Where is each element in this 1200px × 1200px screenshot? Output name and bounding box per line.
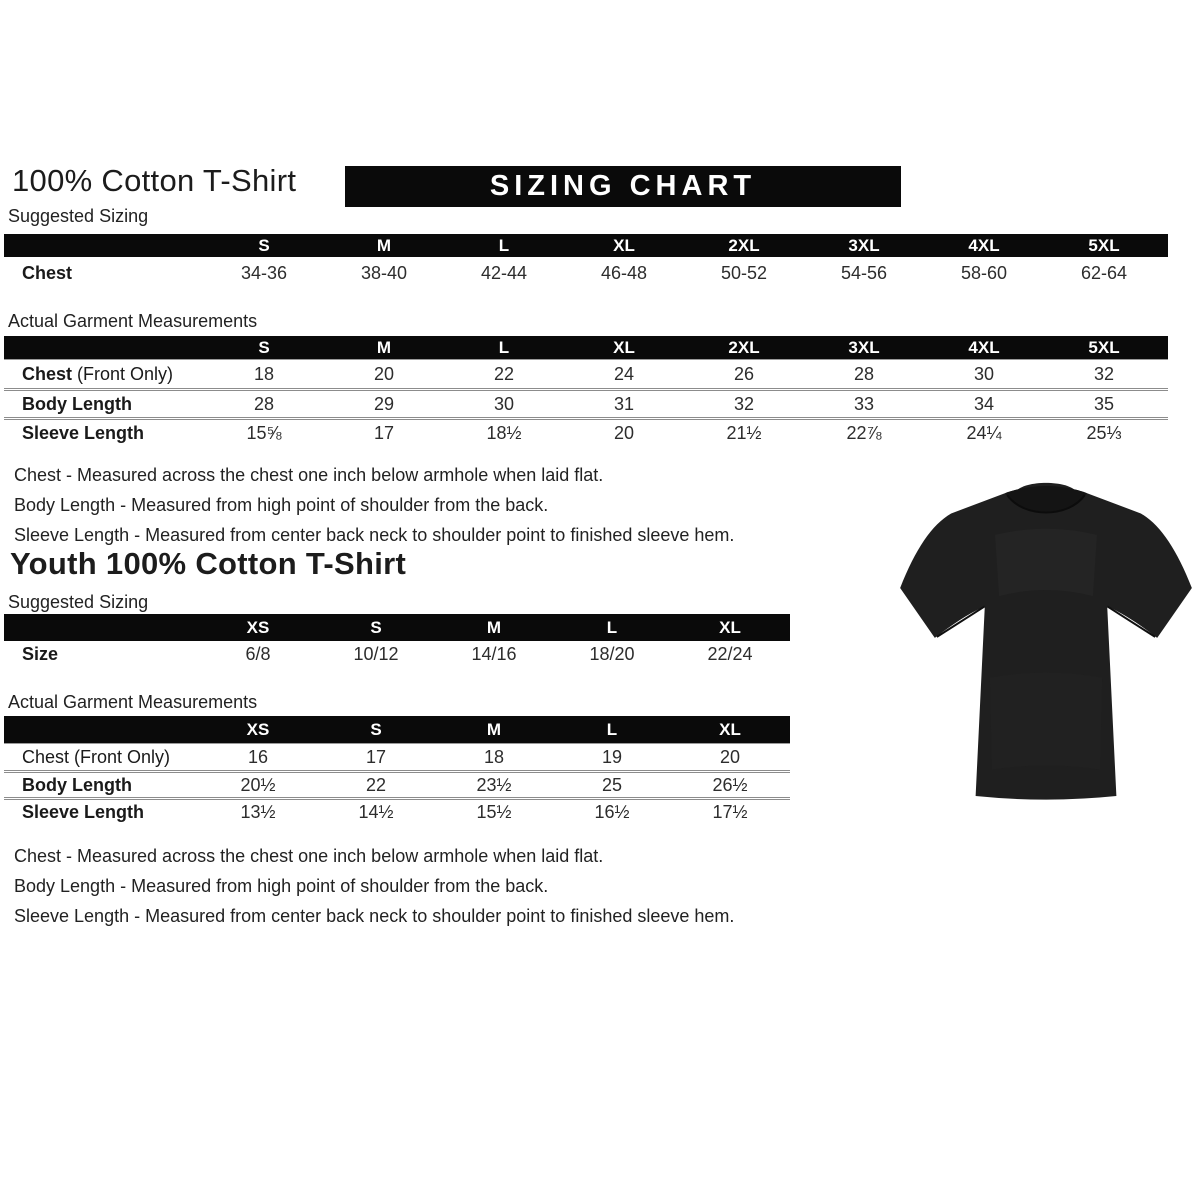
table-cell: 14/16	[471, 644, 517, 664]
column-header: 2XL	[728, 235, 760, 255]
column-header: 4XL	[968, 235, 1000, 255]
youth-measurement-notes	[14, 841, 734, 931]
table-cell: 29	[373, 393, 395, 414]
table-cell: 42-44	[480, 262, 528, 283]
note-line: Chest - Measured across the chest one inch below armhole when laid flat.	[14, 846, 604, 866]
sizing-chart-banner-label: SIZING CHART	[489, 170, 757, 202]
table-cell: 18½	[486, 422, 522, 443]
table-cell: 25⅓	[1086, 422, 1122, 443]
adult-suggested-sizing-label: Suggested Sizing	[8, 206, 149, 226]
column-header: L	[606, 719, 618, 739]
table-header-row	[4, 336, 1168, 359]
column-header: S	[258, 337, 270, 357]
table-cell: 50-52	[720, 262, 768, 283]
table-row	[4, 641, 790, 668]
table-cell: 26½	[712, 774, 748, 795]
row-label-text: Sleeve Length	[22, 801, 145, 822]
note-line: Sleeve Length - Measured from center back neck to shoulder point to finished sleeve hem.	[14, 525, 735, 545]
table-row	[4, 743, 790, 770]
row-label	[4, 802, 199, 823]
column-header: XS	[246, 617, 270, 637]
table-cell: 28	[253, 393, 275, 414]
table-cell: 24¼	[966, 422, 1002, 443]
table-cell: 18	[253, 363, 275, 384]
table-cell: 16½	[594, 801, 630, 822]
tshirt-photo	[893, 472, 1199, 812]
table-cell: 31	[613, 393, 635, 414]
table-cell: 6/8	[245, 644, 271, 664]
table-cell: 22/24	[707, 644, 753, 664]
table-cell: 18	[483, 746, 505, 767]
column-header: M	[486, 719, 502, 739]
table-cell: 20	[719, 746, 741, 767]
column-header: L	[498, 337, 510, 357]
column-header: XL	[613, 337, 635, 357]
row-label	[4, 394, 204, 415]
row-label-text: Body Length	[22, 393, 132, 414]
youth-suggested-sizing-table	[4, 614, 790, 668]
table-cell: 32	[733, 393, 755, 414]
table-cell: 14½	[358, 801, 394, 822]
table-cell: 46-48	[600, 262, 648, 283]
column-header: S	[370, 617, 382, 637]
table-cell: 20	[373, 363, 395, 384]
table-cell: 24	[613, 363, 635, 384]
column-header: 3XL	[848, 337, 880, 357]
row-label-text: Size	[22, 644, 59, 664]
youth-suggested-sizing-label: Suggested Sizing	[8, 592, 149, 612]
note-line: Sleeve Length - Measured from center back neck to shoulder point to finished sleeve hem.	[14, 906, 735, 926]
table-cell: 35	[1093, 393, 1115, 414]
table-row	[4, 417, 1168, 446]
column-header: S	[258, 235, 270, 255]
row-label	[4, 263, 204, 284]
table-cell: 15⅝	[246, 422, 282, 443]
column-header: L	[498, 235, 510, 255]
table-cell: 22⅞	[846, 422, 882, 443]
row-label	[4, 644, 199, 665]
table-cell: 10/12	[353, 644, 399, 664]
row-label-text: Chest (Front Only)	[22, 746, 171, 767]
column-header: M	[376, 235, 392, 255]
table-row	[4, 257, 1168, 289]
table-cell: 23½	[476, 774, 512, 795]
row-label-text: Chest	[22, 363, 73, 384]
page-title: 100% Cotton T-Shirt	[12, 163, 297, 198]
table-cell: 58-60	[960, 262, 1008, 283]
table-cell: 62-64	[1080, 262, 1128, 283]
adult-measurement-notes	[14, 460, 734, 550]
table-cell: 17	[373, 422, 395, 443]
table-cell: 22	[365, 774, 387, 795]
column-header: XL	[613, 235, 635, 255]
youth-actual-measurements-table	[4, 716, 790, 824]
column-header: XL	[719, 617, 741, 637]
column-header: L	[606, 617, 618, 637]
table-header-row	[4, 614, 790, 641]
table-cell: 38-40	[360, 262, 408, 283]
table-header-row	[4, 234, 1168, 257]
note-line: Body Length - Measured from high point of shoulder from the back.	[14, 876, 549, 896]
table-cell: 34-36	[240, 262, 288, 283]
youth-actual-measurements-label: Actual Garment Measurements	[8, 692, 258, 712]
table-cell: 32	[1093, 363, 1115, 384]
column-header: 2XL	[728, 337, 760, 357]
column-header: 5XL	[1088, 337, 1120, 357]
sizing-chart-banner	[345, 166, 901, 207]
row-label-text: Sleeve Length	[22, 422, 145, 443]
table-cell: 34	[973, 393, 995, 414]
table-row	[4, 359, 1168, 388]
column-header: XS	[246, 719, 270, 739]
table-row	[4, 388, 1168, 417]
adult-suggested-sizing-table	[4, 234, 1168, 289]
column-header: S	[370, 719, 382, 739]
table-cell: 25	[601, 774, 623, 795]
table-cell: 20½	[240, 774, 276, 795]
table-row	[4, 770, 790, 797]
table-cell: 16	[247, 746, 269, 767]
column-header: M	[486, 617, 502, 637]
table-cell: 30	[493, 393, 515, 414]
table-cell: 21½	[726, 422, 762, 443]
table-cell: 18/20	[589, 644, 635, 664]
note-line: Chest - Measured across the chest one inch below armhole when laid flat.	[14, 465, 604, 485]
table-cell: 54-56	[840, 262, 888, 283]
row-label-text: Body Length	[22, 774, 132, 795]
column-header: 4XL	[968, 337, 1000, 357]
column-header: M	[376, 337, 392, 357]
row-label	[4, 775, 199, 796]
row-label-text: Chest	[22, 262, 73, 283]
table-cell: 20	[613, 422, 635, 443]
column-header: 3XL	[848, 235, 880, 255]
note-line: Body Length - Measured from high point of shoulder from the back.	[14, 495, 549, 515]
table-cell: 28	[853, 363, 875, 384]
column-header: XL	[719, 719, 741, 739]
table-header-row	[4, 716, 790, 743]
row-label	[4, 423, 204, 444]
table-cell: 13½	[240, 801, 276, 822]
row-label	[4, 364, 204, 385]
row-label	[4, 747, 199, 768]
youth-section-title: Youth 100% Cotton T-Shirt	[10, 546, 407, 581]
table-cell: 26	[733, 363, 755, 384]
table-cell: 17½	[712, 801, 748, 822]
table-cell: 30	[973, 363, 995, 384]
row-label-suffix: (Front Only)	[72, 363, 174, 384]
adult-actual-measurements-label: Actual Garment Measurements	[8, 311, 258, 331]
adult-actual-measurements-table	[4, 336, 1168, 446]
table-row	[4, 797, 790, 824]
table-cell: 19	[601, 746, 623, 767]
table-cell: 22	[493, 363, 515, 384]
table-cell: 33	[853, 393, 875, 414]
table-cell: 17	[365, 746, 387, 767]
column-header: 5XL	[1088, 235, 1120, 255]
table-cell: 15½	[476, 801, 512, 822]
